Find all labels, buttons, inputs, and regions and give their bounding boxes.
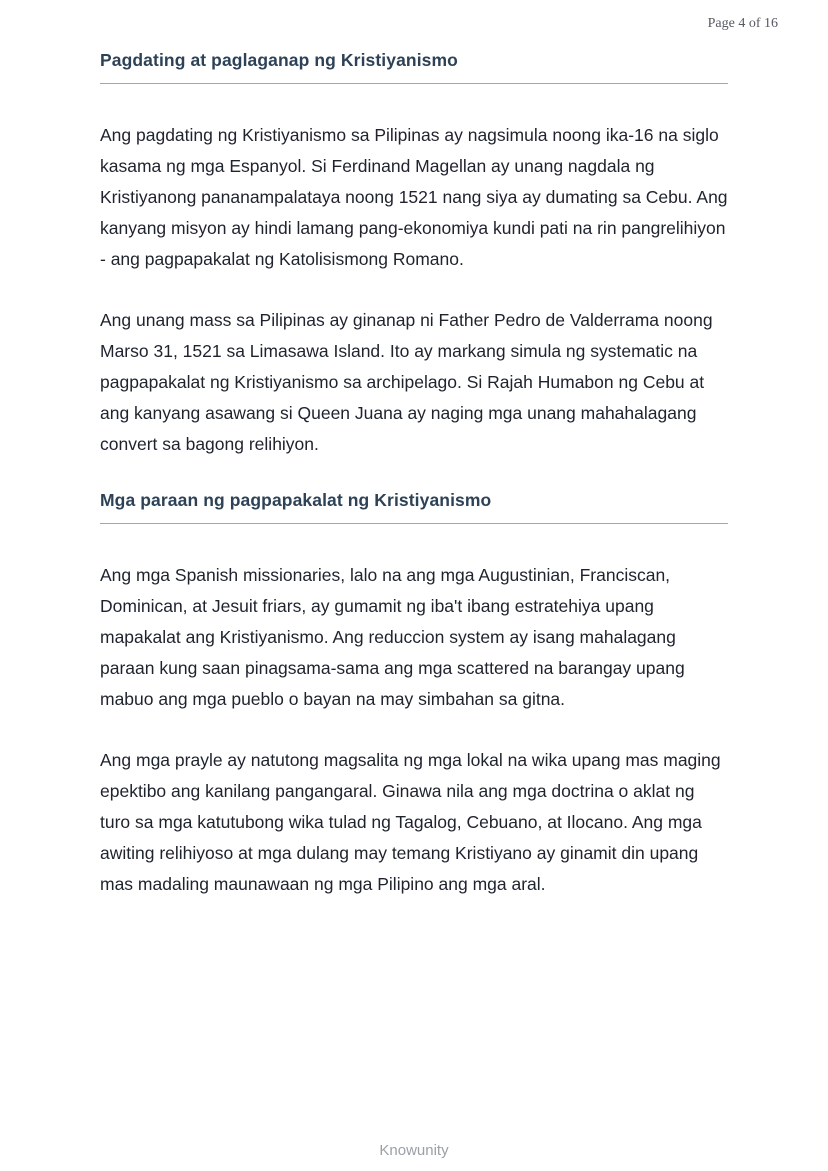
section-heading: Pagdating at paglaganap ng Kristiyanismo (100, 50, 458, 70)
section-body (100, 120, 728, 460)
section-body (100, 560, 728, 900)
section-heading: Mga paraan ng pagpapakalat ng Kristiyanismo (100, 490, 492, 510)
document-content (100, 50, 728, 930)
paragraph: Ang mga prayle ay natutong magsalita ng mga lokal na wika upang mas maging epektibo ang kanilang pangangaral. Ginawa nila ang mga doctrina o aklat ng turo sa mga katutubong wika tulad ng Tagalog, Cebuano, at Ilocano. Ang mga awiting relihiyoso at mga dulang may temang Kristiyano ay ginamit din upang mas madaling maunawaan ng mga Pilipino ang mga aral. (100, 750, 721, 894)
heading-divider (100, 83, 728, 84)
page-number: Page 4 of 16 (707, 16, 778, 31)
footer-brand: Knowunity (379, 1142, 449, 1159)
paragraph: Ang pagdating ng Kristiyanismo sa Pilipinas ay nagsimula noong ika-16 na siglo kasama ng mga Espanyol. Si Ferdinand Magellan ay unang nagdala ng Kristiyanong pananampalataya noong 1521 nang siya ay dumating sa Cebu. Ang kanyang misyon ay hindi lamang pang-ekonomiya kundi pati na rin pangrelihiyon - ang pagpapakalat ng Katolisismong Romano. (100, 125, 728, 269)
section-pagdating (100, 50, 728, 460)
section-mga-paraan (100, 490, 728, 900)
paragraph: Ang mga Spanish missionaries, lalo na ang mga Augustinian, Franciscan, Dominican, at Jesuit friars, ay gumamit ng iba't ibang estratehiya upang mapakalat ang Kristiyanismo. Ang reduccion system ay isang mahalagang paraan kung saan pinagsama-sama ang mga scattered na barangay upang mabuo ang mga pueblo o bayan na may simbahan sa gitna. (100, 565, 685, 709)
heading-divider (100, 523, 728, 524)
paragraph: Ang unang mass sa Pilipinas ay ginanap ni Father Pedro de Valderrama noong Marso 31, 1521 sa Limasawa Island. Ito ay markang simula ng systematic na pagpapakalat ng Kristiyanismo sa archipelago. Si Rajah Humabon ng Cebu at ang kanyang asawang si Queen Juana ay naging mga unang mahahalagang convert sa bagong relihiyon. (100, 310, 713, 454)
